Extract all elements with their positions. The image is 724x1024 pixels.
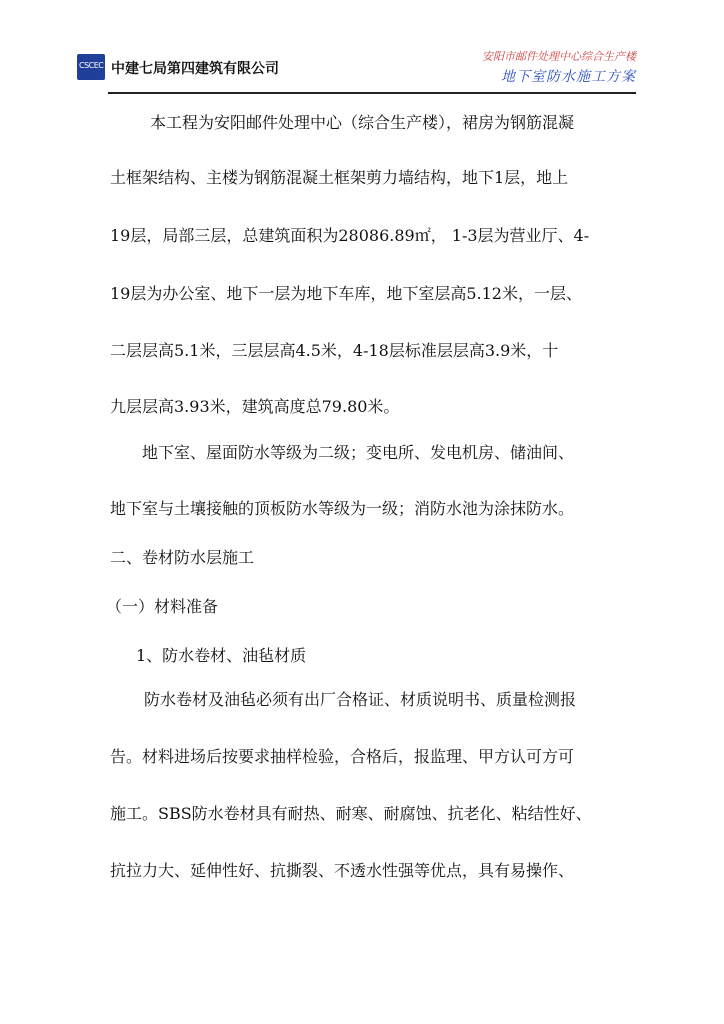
section-heading: 二、卷材防水层施工 — [110, 548, 255, 567]
paragraph-line: 地下室与土壤接触的顶板防水等级为一级；消防水池为涂抹防水。 — [110, 499, 575, 518]
item-heading: 1、防水卷材、油毡材质 — [136, 646, 307, 665]
logo-text: CSCEC — [79, 61, 104, 70]
paragraph-line: 抗拉力大、延伸性好、抗撕裂、不透水性强等优点，具有易操作、 — [110, 861, 575, 880]
paragraph-line: 本工程为安阳邮件处理中心（综合生产楼），裙房为钢筋混凝 — [150, 113, 575, 132]
project-name: 安阳市邮件处理中心综合生产楼 — [482, 50, 636, 63]
header-divider — [108, 92, 636, 94]
page-header — [0, 0, 724, 96]
paragraph-line: 土框架结构、主楼为钢筋混凝土框架剪力墙结构，地下1层，地上 — [110, 168, 569, 187]
company-name: 中建七局第四建筑有限公司 — [111, 61, 279, 77]
subsection-heading: （一）材料准备 — [106, 597, 219, 616]
paragraph-line: 防水卷材及油毡必须有出厂合格证、材质说明书、质量检测报 — [144, 690, 577, 709]
paragraph-line: 19层，局部三层，总建筑面积为28086.89㎡， 1-3层为营业厅、4- — [110, 226, 590, 245]
document-title: 地下室防水施工方案 — [501, 69, 636, 85]
paragraph-line: 告。材料进场后按要求抽样检验，合格后，报监理、甲方认可方可 — [110, 747, 575, 766]
paragraph-line: 19层为办公室、地下一层为地下车库，地下室层高5.12米，一层、 — [110, 284, 582, 303]
paragraph-line: 二层层高5.1米，三层层高4.5米，4-18层标准层层高3.9米，十 — [110, 341, 559, 360]
paragraph-line: 地下室、屋面防水等级为二级；变电所、发电机房、储油间、 — [142, 443, 575, 462]
paragraph-line: 九层层高3.93米，建筑高度总79.80米。 — [110, 397, 400, 416]
company-logo — [77, 54, 105, 80]
paragraph-line: 施工。SBS防水卷材具有耐热、耐寒、耐腐蚀、抗老化、粘结性好、 — [110, 804, 592, 823]
